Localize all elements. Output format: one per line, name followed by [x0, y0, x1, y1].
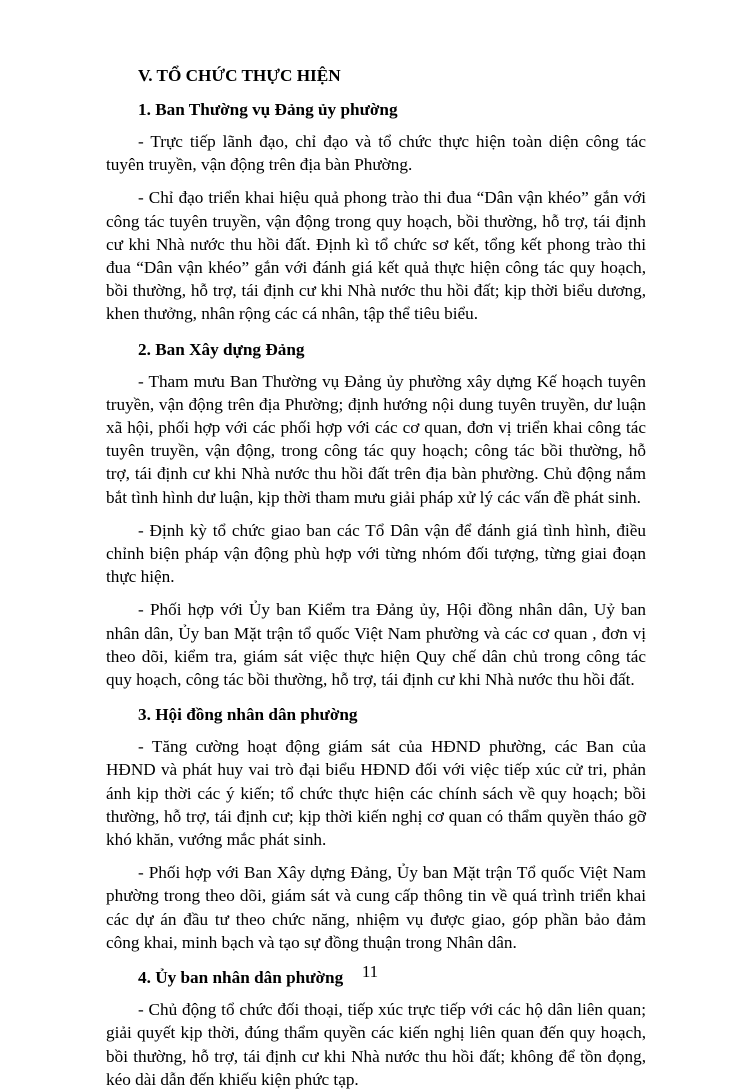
- section-heading: 2. Ban Xây dựng Đảng: [138, 339, 305, 359]
- section-3: [106, 703, 646, 954]
- section-heading: 3. Hội đồng nhân dân phường: [138, 705, 358, 725]
- page-number: 11: [361, 962, 379, 981]
- paragraph: - Định kỳ tổ chức giao ban các Tổ Dân vận để đánh giá tình hình, điều chỉnh biện pháp vận động phù hợp với từng nhóm đối tượng, từng giai đoạn thực hiện.: [106, 520, 646, 587]
- section-heading: 4. Ủy ban nhân dân phường: [138, 968, 344, 988]
- main-heading: V. TỔ CHỨC THỰC HIỆN: [138, 66, 341, 85]
- paragraph: - Chủ động tổ chức đối thoại, tiếp xúc trực tiếp với các hộ dân liên quan; giải quyết kịp thời, đúng thẩm quyền các kiến nghị liên quan đến quy hoạch, bồi thường, hỗ trợ, tái định cư khi Nhà nước thu hồi đất; không để tồn đọng, kéo dài dẫn đến khiếu kiện phức tạp.: [106, 1000, 646, 1089]
- section-2: [106, 338, 646, 692]
- paragraph: - Tăng cường hoạt động giám sát của HĐND phường, các Ban của HĐND và phát huy vai trò đại biểu HĐND đối với việc tiếp xúc cử tri, phản ánh kịp thời các ý kiến; tổ chức thực hiện các chính sách về quy hoạch; bồi thường, hỗ trợ, tái định cư; kịp thời kiến nghị cơ quan có thẩm quyền tháo gỡ khó khăn, vướng mắc phát sinh.: [106, 737, 646, 850]
- paragraph: - Tham mưu Ban Thường vụ Đảng ủy phường xây dựng Kế hoạch tuyên truyền, vận động trên địa Phường; định hướng nội dung tuyên truyền, dư luận xã hội, phối hợp với các phối hợp với các cơ quan, đơn vị triển khai công tác tuyên truyền, vận động, trong công tác quy hoạch; công tác bồi thường, hỗ trợ, tái định cư khi Nhà nước thu hồi đất trên địa bàn phường. Chủ động nắm bắt tình hình dư luận, kịp thời tham mưu giải pháp xử lý các vấn đề phát sinh.: [106, 371, 646, 507]
- section-1: [106, 98, 646, 326]
- paragraph: - Chỉ đạo triển khai hiệu quả phong trào thi đua “Dân vận khéo” gắn với công tác tuyên truyền, vận động trong quy hoạch, bồi thường, hỗ trợ, tái định cư khi Nhà nước thu hồi đất. Định kì tổ chức sơ kết, tổng kết phong trào thi đua “Dân vận khéo” gắn với đánh giá kết quả thực hiện công tác quy hoạch, bồi thường, hỗ trợ, tái định cư khi Nhà nước thu hồi đất; kịp thời biểu dương, khen thưởng, nhân rộng các cá nhân, tập thể tiêu biểu.: [106, 188, 646, 324]
- paragraph: - Trực tiếp lãnh đạo, chỉ đạo và tổ chức thực hiện toàn diện công tác tuyên truyền, vận động trên địa bàn Phường.: [106, 132, 646, 175]
- paragraph: - Phối hợp với Ban Xây dựng Đảng, Ủy ban Mặt trận Tổ quốc Việt Nam phường trong theo dõi, giám sát và cung cấp thông tin về quá trình triển khai các dự án đầu tư theo chức năng, nhiệm vụ được giao, góp phần bảo đảm công khai, minh bạch và tạo sự đồng thuận trong Nhân dân.: [106, 863, 646, 952]
- section-heading: 1. Ban Thường vụ Đảng ủy phường: [138, 100, 398, 119]
- section-4: [106, 966, 646, 1091]
- paragraph: - Phối hợp với Ủy ban Kiểm tra Đảng ủy, Hội đồng nhân dân, Uỷ ban nhân dân, Ủy ban Mặt trận tổ quốc Việt Nam phường và các cơ quan , đơn vị theo dõi, kiểm tra, giám sát việc thực hiện Quy chế dân chủ trong công tác quy hoạch, công tác bồi thường, hỗ trợ, tái định cư khi Nhà nước thu hồi đất.: [106, 600, 646, 690]
